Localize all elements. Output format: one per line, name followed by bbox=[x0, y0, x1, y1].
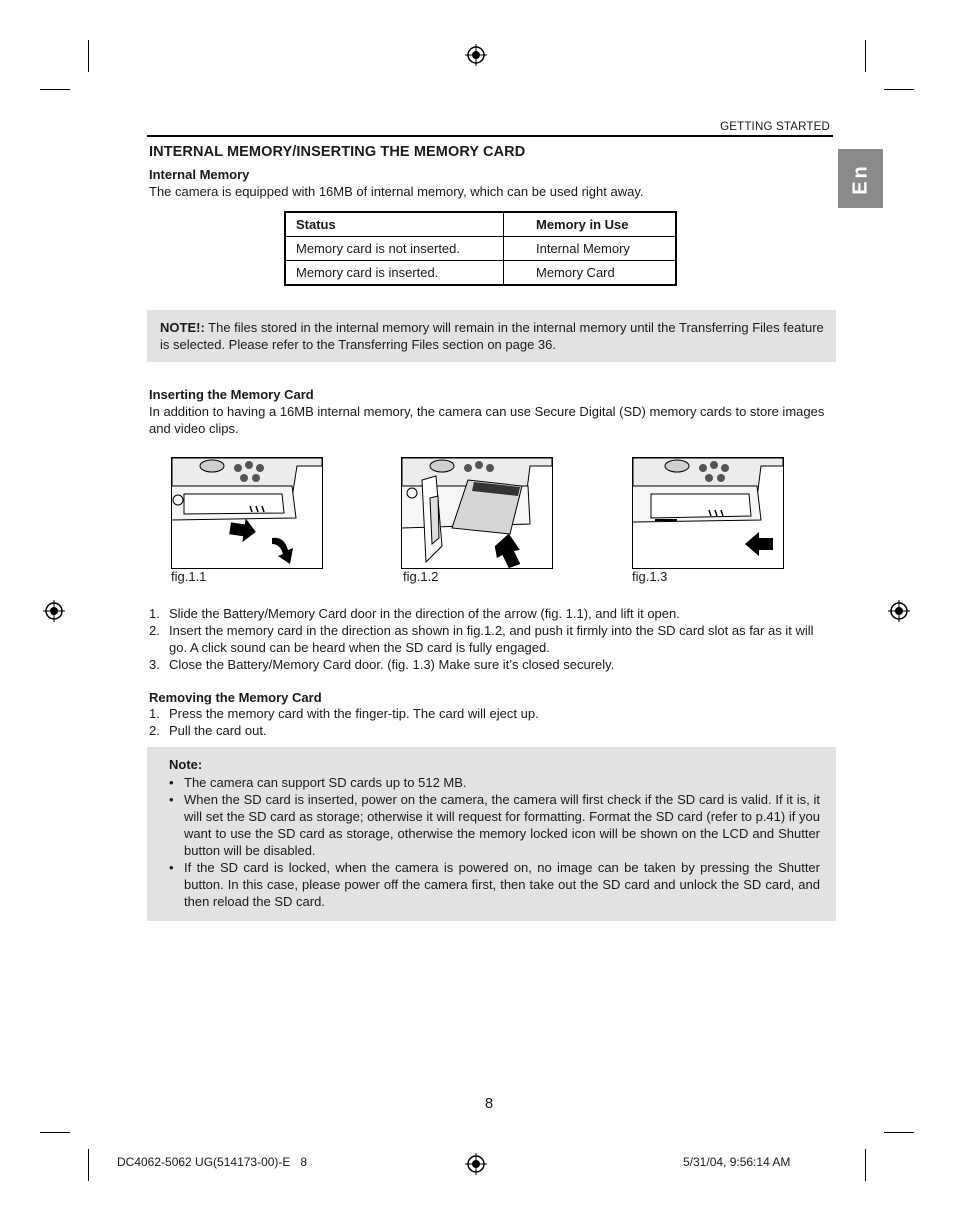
list-item bbox=[169, 774, 820, 791]
bullet-icon: • bbox=[169, 792, 174, 807]
page-number: 8 bbox=[485, 1096, 494, 1112]
step-text: Pull the card out. bbox=[169, 723, 267, 738]
registration-mark-icon bbox=[888, 600, 910, 622]
internal-memory-heading: Internal Memory bbox=[149, 167, 250, 182]
bullet-text: When the SD card is inserted, power on the camera, the camera will first check if the SD card is valid. If it is, it will set the SD card as storage; otherwise it will request for formatting. Format the SD card (refer to p.41) if you want to use the SD card as storage, otherwise the memory locked icon will be shown on the LCD and Shutter button will be disabled. bbox=[184, 792, 820, 858]
removing-steps-list bbox=[149, 705, 829, 739]
crop-mark bbox=[865, 40, 866, 72]
figure-1-1 bbox=[171, 457, 323, 569]
camera-door-slide-illustration bbox=[172, 458, 322, 568]
figure-1-3 bbox=[632, 457, 784, 569]
inserting-heading: Inserting the Memory Card bbox=[149, 387, 314, 402]
registration-mark-icon bbox=[43, 600, 65, 622]
internal-memory-text: The camera is equipped with 16MB of internal memory, which can be used right away. bbox=[149, 184, 644, 199]
crop-mark bbox=[865, 1149, 866, 1181]
note-text bbox=[160, 319, 826, 353]
step-text: Slide the Battery/Memory Card door in the direction of the arrow (fig. 1.1), and lift it open. bbox=[169, 606, 680, 621]
note-box bbox=[147, 310, 836, 362]
figure-caption: fig.1.1 bbox=[171, 569, 207, 584]
table-header-row bbox=[285, 212, 676, 237]
figure-1-2 bbox=[401, 457, 553, 569]
crop-mark bbox=[88, 1149, 89, 1181]
bullet-text: The camera can support SD cards up to 512 MB. bbox=[184, 775, 467, 790]
language-tab-label: En bbox=[849, 162, 871, 195]
crop-mark bbox=[884, 89, 914, 90]
section-label: GETTING STARTED bbox=[720, 121, 830, 133]
header-rule bbox=[147, 135, 833, 137]
note-bullet-list bbox=[169, 774, 820, 910]
crop-mark bbox=[40, 89, 70, 90]
list-item bbox=[149, 722, 829, 739]
note-body: The files stored in the internal memory will remain in the internal memory until the Transferring Files feature is selected. Please refer to the Transferring Files section on page 36. bbox=[160, 320, 824, 352]
language-tab bbox=[838, 149, 883, 208]
page-title: INTERNAL MEMORY/INSERTING THE MEMORY CARD bbox=[149, 144, 526, 160]
insert-steps-list bbox=[149, 605, 829, 673]
registration-mark-icon bbox=[465, 44, 487, 66]
table-header-cell: Status bbox=[285, 212, 504, 237]
footer-document-id: DC4062-5062 UG(514173-00)-E 8 bbox=[117, 1155, 308, 1169]
table-cell: Memory Card bbox=[504, 261, 677, 286]
table-row bbox=[285, 237, 676, 261]
inserting-text: In addition to having a 16MB internal memory, the camera can use Secure Digital (SD) memory cards to store images and video clips. bbox=[149, 404, 825, 436]
bullet-icon: • bbox=[169, 775, 174, 790]
crop-mark bbox=[884, 1132, 914, 1133]
step-number: 1. bbox=[149, 706, 160, 721]
list-item bbox=[149, 622, 829, 656]
camera-door-close-illustration bbox=[633, 458, 783, 568]
list-item bbox=[169, 791, 820, 859]
table-cell: Memory card is not inserted. bbox=[285, 237, 504, 261]
crop-mark bbox=[88, 40, 89, 72]
step-number: 1. bbox=[149, 606, 160, 621]
step-text: Close the Battery/Memory Card door. (fig. 1.3) Make sure it’s closed securely. bbox=[169, 657, 615, 672]
table-row bbox=[285, 261, 676, 286]
list-item bbox=[149, 705, 829, 722]
list-item bbox=[149, 605, 829, 622]
note-label: NOTE!: bbox=[160, 320, 205, 335]
removing-heading: Removing the Memory Card bbox=[149, 690, 322, 705]
note-box bbox=[147, 747, 836, 921]
step-text: Insert the memory card in the direction as shown in fig.1.2, and push it firmly into the SD card slot as far as it will go. A click sound can be heard when the SD card is fully engaged. bbox=[169, 623, 814, 655]
step-number: 2. bbox=[149, 723, 160, 738]
list-item bbox=[169, 859, 820, 910]
table-cell: Internal Memory bbox=[504, 237, 677, 261]
figure-caption: fig.1.2 bbox=[403, 569, 439, 584]
registration-mark-icon bbox=[465, 1153, 487, 1175]
sd-card-insert-illustration bbox=[402, 458, 552, 568]
step-number: 2. bbox=[149, 623, 160, 638]
footer-timestamp: 5/31/04, 9:56:14 AM bbox=[683, 1155, 791, 1169]
table-header-cell: Memory in Use bbox=[504, 212, 677, 237]
step-text: Press the memory card with the finger-tip. The card will eject up. bbox=[169, 706, 539, 721]
list-item bbox=[149, 656, 829, 673]
table-cell: Memory card is inserted. bbox=[285, 261, 504, 286]
step-number: 3. bbox=[149, 657, 160, 672]
figure-caption: fig.1.3 bbox=[632, 569, 668, 584]
bullet-text: If the SD card is locked, when the camera is powered on, no image can be taken by pressing the Shutter button. In this case, please power off the camera first, then take out the SD card and unlock the SD card, and then reload the SD card. bbox=[184, 860, 820, 909]
crop-mark bbox=[40, 1132, 70, 1133]
note-title: Note: bbox=[169, 757, 203, 772]
bullet-icon: • bbox=[169, 860, 174, 875]
memory-table bbox=[284, 211, 677, 286]
